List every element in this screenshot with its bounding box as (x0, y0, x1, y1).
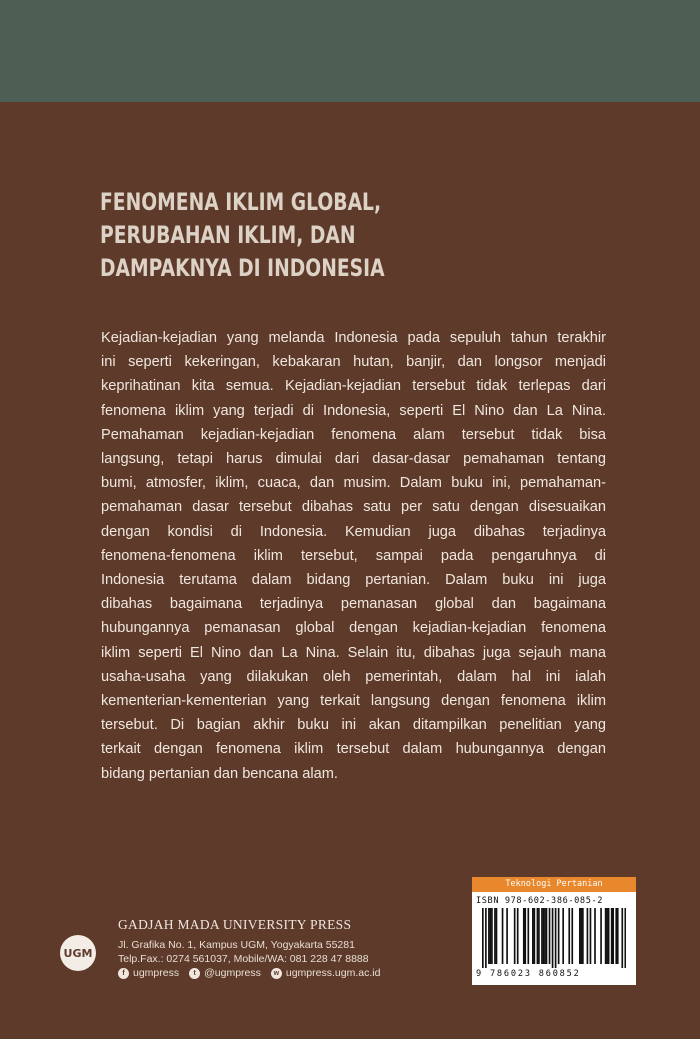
blurb-line: fenomena-fenomena iklim tersebut, sampai pada pengaruhnya di (101, 547, 606, 564)
isbn-label: ISBN 978-602-386-085-2 (476, 896, 604, 906)
publisher-name: GADJAH MADA UNIVERSITY PRESS (118, 917, 352, 932)
barcode-bar (594, 908, 596, 964)
barcode-bar (549, 908, 551, 964)
book-title-line: PERUBAHAN IKLIM, DAN (100, 221, 356, 249)
barcode-bar (485, 908, 487, 968)
barcode-digits: 9 786023 860852 (476, 969, 581, 979)
category-label: Teknologi Pertanian (472, 877, 636, 892)
barcode-bar (537, 908, 539, 964)
barcode-bar (552, 908, 554, 968)
blurb-line: tersebut. Di bagian akhir buku ini akan ditampilkan penelitian yang (101, 717, 606, 734)
barcode-bar (543, 908, 545, 964)
barcode-bar (514, 908, 516, 964)
blurb-line: kementerian-kementerian yang terkait langsung dengan fenomena iklim (101, 693, 606, 710)
barcode-bar (624, 908, 626, 968)
barcode-bar (587, 908, 589, 964)
barcode-bar (581, 908, 583, 964)
barcode-bar (568, 908, 570, 964)
facebook-handle[interactable]: ugmpress (133, 967, 180, 979)
blurb-line: usaha-usaha yang dilakukan oleh pemerintah, dalam hal ini ialah (101, 668, 606, 685)
barcode-bar (558, 908, 560, 964)
barcode-bar (541, 908, 543, 964)
barcode-bar (527, 908, 529, 964)
barcode-bar (579, 908, 581, 964)
top-color-band (0, 0, 700, 102)
barcode-bar (615, 908, 617, 964)
blurb-line: terkait dengan fenomena iklim tersebut dalam hubungannya dengan (101, 741, 606, 758)
blurb-line: Indonesia terutama dalam bidang pertanian. Dalam buku ini juga (101, 572, 606, 589)
publisher-social (118, 967, 390, 979)
barcode-bar (590, 908, 592, 964)
barcode-bar (621, 908, 623, 968)
blurb-line: ini seperti kekeringan, kebakaran hutan, banjir, dan longsor menjadi (101, 354, 606, 371)
publisher-address: Jl. Grafika No. 1, Kampus UGM, Yogyakarta 55281 (118, 939, 355, 951)
barcode-bar (555, 908, 557, 968)
barcode-bar (490, 908, 492, 964)
barcode-bar (544, 908, 546, 964)
blurb-line: dengan kondisi di Indonesia. Kemudian juga dibahas terjadinya (101, 523, 606, 540)
book-title-line: FENOMENA IKLIM GLOBAL, (100, 188, 382, 216)
barcode-bar (608, 908, 610, 964)
book-title (100, 186, 474, 285)
publisher-phone: Telp.Fax.: 0274 561037, Mobile/WA: 081 228 47 8888 (118, 953, 369, 965)
twitter-icon: t (189, 968, 200, 979)
ugm-logo: UGM (60, 935, 96, 971)
book-title-line: DAMPAKNYA DI INDONESIA (100, 254, 385, 282)
barcode-bar (612, 908, 614, 964)
barcode-bar (606, 908, 608, 964)
barcode-bar (605, 908, 607, 964)
blurb-line: fenomena iklim yang terjadi di Indonesia, seperti El Nino dan La Nina. (101, 402, 606, 419)
barcode-bar (532, 908, 534, 964)
barcode-bar (496, 908, 498, 964)
twitter-handle[interactable]: @ugmpress (204, 967, 261, 979)
blurb-line: langsung, tetapi harus dimulai dari dasar-dasar pemahaman tentang (101, 451, 606, 468)
blurb-line: iklim seperti El Nino dan La Nina. Selain itu, dibahas juga sejauh mana (101, 644, 606, 661)
barcode-bar (523, 908, 525, 964)
barcode-bar (582, 908, 584, 964)
barcode-bar (571, 908, 573, 964)
barcode-bar (600, 908, 602, 964)
blurb-line: bumi, atmosfer, iklim, cuaca, dan musim. Dalam buku ini, pemahaman- (101, 475, 606, 492)
isbn-barcode-box (472, 877, 636, 985)
blurb-line: pemahaman dasar tersebut dibahas satu per satu dengan disesuaikan (101, 499, 606, 516)
blurb-line: keprihatinan kita semua. Kejadian-kejadian tersebut tidak terlepas dari (101, 378, 606, 395)
barcode-bar (534, 908, 536, 964)
blurb-line: Kejadian-kejadian yang melanda Indonesia pada sepuluh tahun terakhir (101, 330, 606, 346)
barcode-bar (524, 908, 526, 964)
blurb-line: hubungannya pemanasan global dengan kejadian-kejadian fenomena (101, 620, 606, 637)
barcode-bar (488, 908, 490, 964)
blurb-line: Pemahaman kejadian-kejadian fenomena alam tersebut tidak bisa (101, 426, 606, 443)
barcode-bar (506, 908, 508, 964)
barcode-bar (494, 908, 496, 964)
barcode-bar (611, 908, 613, 964)
barcode-bar (517, 908, 519, 964)
barcode-bar (617, 908, 619, 964)
barcode-bar (502, 908, 504, 964)
barcode-bar (491, 908, 493, 964)
website-link[interactable]: ugmpress.ugm.ac.id (285, 967, 381, 979)
web-icon: w (271, 968, 282, 979)
blurb-line: dibahas bagaimana terjadinya pemanasan global dan bagaimana (101, 596, 606, 613)
blurb-line: bidang pertanian dan bencana alam. (101, 765, 338, 782)
book-blurb (101, 326, 606, 786)
barcode-bar (546, 908, 548, 964)
barcode-bar (482, 908, 484, 968)
barcode-bar (538, 908, 540, 964)
barcode-bar (562, 908, 564, 964)
barcode-icon (482, 908, 626, 968)
facebook-icon: f (118, 968, 129, 979)
